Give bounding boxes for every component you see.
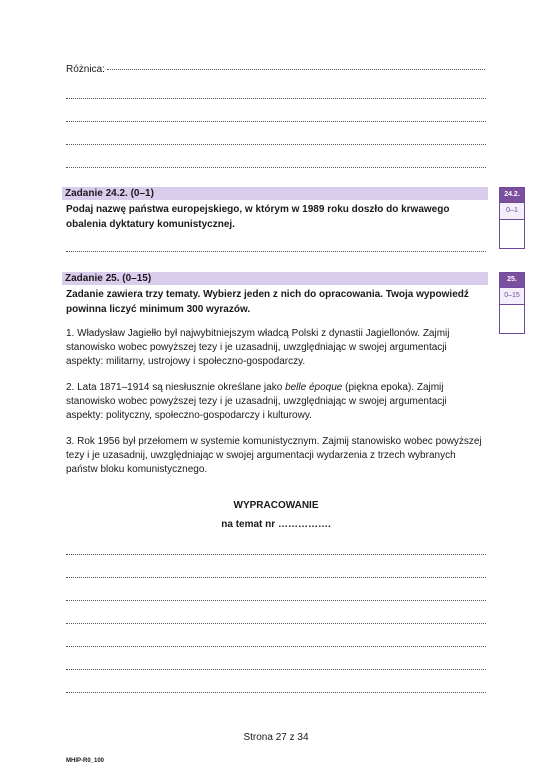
task-24-2-side-score: 0–1 bbox=[500, 202, 524, 220]
task-25-score-box bbox=[499, 272, 525, 334]
topic-1-number: 1. bbox=[66, 328, 75, 339]
exam-code: MHIP-R0_100 bbox=[66, 758, 105, 764]
task-24-2-instruction: Podaj nazwę państwa europejskiego, w którym w 1989 roku doszło do krwawego obalenia dyktatury komunistycznej. bbox=[66, 204, 450, 230]
answer-line[interactable] bbox=[66, 97, 486, 99]
topic-3 bbox=[66, 435, 486, 477]
answer-line[interactable] bbox=[66, 120, 486, 122]
task-24-2-header: Zadanie 24.2. (0–1) bbox=[62, 187, 488, 200]
task-25-side-score: 0–15 bbox=[500, 287, 524, 305]
answer-line[interactable] bbox=[66, 143, 486, 145]
topic-2-italic-term: belle époque bbox=[285, 382, 343, 393]
essay-line[interactable] bbox=[66, 645, 486, 647]
task-25-header: Zadanie 25. (0–15) bbox=[62, 272, 488, 285]
essay-topic-number: na temat nr ……………. bbox=[221, 519, 331, 530]
essay-line[interactable] bbox=[66, 622, 486, 624]
essay-line[interactable] bbox=[66, 553, 486, 555]
topic-2-number: 2. bbox=[66, 382, 75, 393]
topic-2-text-before: Lata 1871–1914 są niesłusznie określane jako bbox=[77, 382, 286, 393]
task-25-instruction: Zadanie zawiera trzy tematy. Wybierz jeden z nich do opracowania. Twoja wypowiedź powinna liczyć minimum 300 wyrazów. bbox=[66, 289, 469, 315]
difference-line bbox=[66, 64, 485, 75]
task-24-2-side-number: 24.2. bbox=[500, 188, 524, 202]
difference-label: Różnica: bbox=[66, 64, 105, 75]
task-24-2-grading-field[interactable] bbox=[500, 220, 524, 248]
difference-answer-field[interactable] bbox=[107, 69, 485, 70]
essay-line[interactable] bbox=[66, 668, 486, 670]
topic-1-text: Władysław Jagiełło był najwybitniejszym władcą Polski z dynastii Jagiellonów. Zajmij stanowisko wobec powyższej tezy i je uzasadnij, uwzględniając w swojej argumentacji aspekty: militarny, ustrojowy i społeczno-gospodarczy. bbox=[66, 328, 450, 367]
topic-1 bbox=[66, 327, 486, 369]
answer-line[interactable] bbox=[66, 166, 486, 168]
task-24-2-score-box bbox=[499, 187, 525, 249]
task-25-side-number: 25. bbox=[500, 273, 524, 287]
topic-2-text-after: (piękna epoka). Zajmij stanowisko wobec powyższej tezy i je uzasadnij, uwzględniając w swojej argumentacji aspekty: polityczny, społeczno-gospodarczy i kulturowy. bbox=[66, 382, 447, 421]
topic-3-text: Rok 1956 był przełomem w systemie komunistycznym. Zajmij stanowisko wobec powyższej tezy i je uzasadnij, uwzględniając w swojej argumentacji wydarzenia z trzech wybranych państw bloku komunistycznego. bbox=[66, 436, 482, 475]
page-number: Strona 27 z 34 bbox=[243, 732, 309, 743]
essay-line[interactable] bbox=[66, 576, 486, 578]
task-24-2-answer-line[interactable] bbox=[66, 250, 486, 252]
task-25-grading-field[interactable] bbox=[500, 305, 524, 333]
essay-line[interactable] bbox=[66, 691, 486, 693]
topic-2 bbox=[66, 381, 486, 423]
essay-title: WYPRACOWANIE bbox=[233, 500, 319, 511]
essay-line[interactable] bbox=[66, 599, 486, 601]
topic-3-number: 3. bbox=[66, 436, 75, 447]
